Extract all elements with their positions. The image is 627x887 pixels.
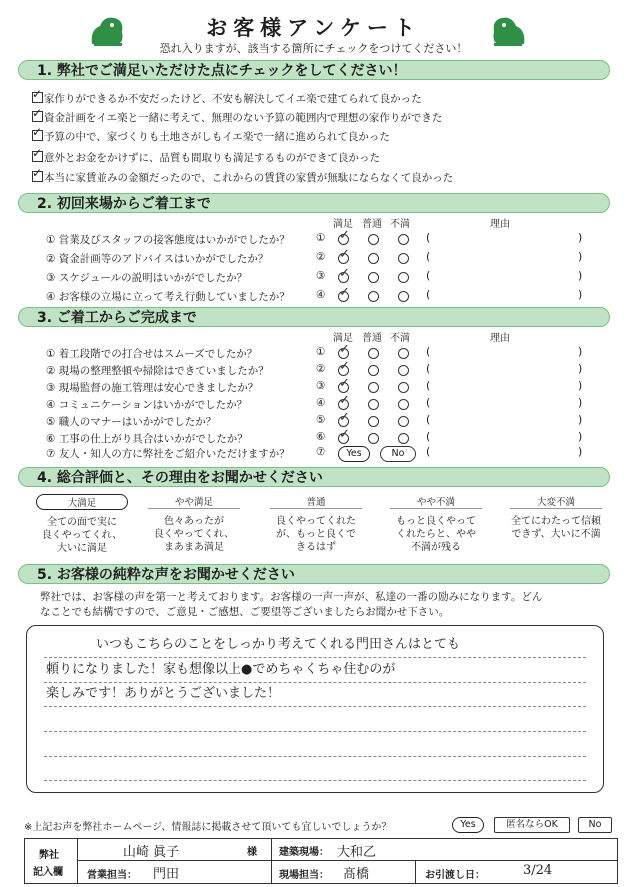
ruled-line xyxy=(44,756,586,757)
rating-desc: 不満が残る xyxy=(411,542,461,553)
building-label: 建築現場： xyxy=(279,847,329,858)
reason-open-paren: ( xyxy=(426,430,431,443)
question-text: ② 資金計画等のアドバイスはいかがでしたか？ xyxy=(46,253,269,265)
section1-item[interactable]: ✓ 予算の中で、家づくりも土地さがしもイエ楽で一緒に進められて良かった xyxy=(44,129,390,144)
rating-radio[interactable] xyxy=(368,253,379,264)
rating-radio[interactable] xyxy=(398,365,409,376)
reason-close-paren: ) xyxy=(578,345,583,358)
col-unsatisfied: 不満 xyxy=(390,333,410,344)
reason-close-paren: ) xyxy=(578,250,583,263)
staff-col-divider xyxy=(271,839,272,883)
rating-radio[interactable] xyxy=(398,272,409,283)
rating-desc: くれたらと、やや xyxy=(396,529,476,540)
sales-value: 門田 xyxy=(153,867,180,882)
rating-radio[interactable] xyxy=(398,382,409,393)
staff-col-divider xyxy=(415,860,416,883)
reason-close-paren: ) xyxy=(578,396,583,409)
reason-open-paren: ( xyxy=(426,269,431,282)
section1-item[interactable]: ✓ 家作りができるか不安だったけど、不安も解決してイエ楽で建てられて良かった xyxy=(44,91,422,106)
site-value: 髙橋 xyxy=(343,867,370,882)
rating-radio[interactable] xyxy=(368,433,379,444)
overall-rating-option[interactable] xyxy=(262,494,370,554)
reason-open-paren: ( xyxy=(426,362,431,375)
checkbox-icon[interactable] xyxy=(32,151,43,162)
ruled-line xyxy=(44,706,586,707)
rating-radio[interactable] xyxy=(368,399,379,410)
question-text: ② 現場の整理整頓や掃除はできていましたか？ xyxy=(46,365,269,377)
rating-radio[interactable] xyxy=(338,291,349,302)
rating-label: 大変不満 xyxy=(502,494,610,509)
question-text: ⑤ 職人のマナーはいかがでしたか？ xyxy=(46,416,217,428)
rating-desc: 良くやってくれ、 xyxy=(153,529,235,540)
question-number: ③ xyxy=(316,380,326,392)
overall-rating-option[interactable] xyxy=(382,494,490,554)
col-reason: 理由 xyxy=(490,219,510,230)
ruled-line xyxy=(44,731,586,732)
section5-heading: 5. お客様の純粋な声をお聞かせください xyxy=(18,564,610,584)
question-number: ④ xyxy=(316,397,326,409)
reason-open-paren: ( xyxy=(426,288,431,301)
question-text: ④ コミュニケーションはいかがでしたか？ xyxy=(46,399,248,411)
section1-item[interactable]: ✓ 意外とお金をかけずに、品質も間取りも満足するものができて良かった xyxy=(44,150,380,165)
reason-close-paren: ) xyxy=(578,288,583,301)
reason-close-paren: ) xyxy=(578,362,583,375)
checkbox-icon[interactable] xyxy=(32,92,43,103)
sales-label: 営業担当： xyxy=(87,870,137,881)
rating-desc: 全ての面で実に xyxy=(47,517,117,528)
page-title: お客様アンケート xyxy=(206,16,421,40)
rating-radio[interactable] xyxy=(338,348,349,359)
handwritten-line-2: 頼りになりました！家も想像以上●でめちゃくちゃ住むのが xyxy=(46,662,396,677)
rating-radio[interactable] xyxy=(368,382,379,393)
section1-heading: 1. 弊社でご満足いただけた点にチェックをしてください！ xyxy=(18,60,610,80)
honorific: 様 xyxy=(247,847,257,858)
rating-radio[interactable] xyxy=(338,399,349,410)
page-subtitle: 恐れ入りますが、該当する箇所にチェックをつけてください！ xyxy=(159,42,468,55)
reason-close-paren: ) xyxy=(578,445,583,458)
rating-radio[interactable] xyxy=(398,348,409,359)
rating-desc: 全てにわたって信頼 xyxy=(511,516,601,527)
delivery-label: お引渡し日： xyxy=(425,870,485,881)
rating-desc: 良くやってくれ、 xyxy=(41,530,123,541)
question-number: ④ xyxy=(316,289,326,301)
reason-open-paren: ( xyxy=(426,231,431,244)
rating-label: 普通 xyxy=(262,494,370,509)
rating-radio[interactable] xyxy=(398,234,409,245)
building-value: 大和乙 xyxy=(337,845,377,860)
rating-radio[interactable] xyxy=(398,433,409,444)
rating-radio[interactable] xyxy=(338,433,349,444)
rating-radio[interactable] xyxy=(338,234,349,245)
section5-intro-1: 弊社では、お客様の声を第一と考えております。お客様の一声一声が、私達の一番の励みになります。どん xyxy=(40,591,543,603)
col-reason: 理由 xyxy=(490,333,510,344)
question-text: ① 着工段階での打合せはスムーズでしたか？ xyxy=(46,348,258,360)
rating-radio[interactable] xyxy=(338,416,349,427)
question-number: ① xyxy=(316,346,326,358)
section2-heading: 2. 初回来場からご着工まで xyxy=(18,193,610,213)
question-number: ⑤ xyxy=(316,414,326,426)
staff-row-divider xyxy=(77,860,617,861)
q7-text: ⑦ 友人・知人の方に弊社をご紹介いただけますか？ xyxy=(46,448,290,460)
rating-desc: もっと良くやって xyxy=(396,516,476,527)
q7-number: ⑦ xyxy=(316,446,326,458)
rating-label: やや不満 xyxy=(382,494,490,509)
reason-close-paren: ) xyxy=(578,379,583,392)
rating-desc: きるはず xyxy=(296,542,336,553)
checkbox-icon[interactable] xyxy=(32,130,43,141)
q7-no-option[interactable]: No xyxy=(380,446,416,462)
reason-open-paren: ( xyxy=(426,379,431,392)
publish-anon-option[interactable]: 匿名ならOK xyxy=(494,817,570,833)
delivery-value: 3/24 xyxy=(523,863,553,878)
staff-side-label-2: 記入欄 xyxy=(33,867,63,878)
question-text: ③ 現場監督の施工管理は安心できましたか？ xyxy=(46,382,259,394)
col-unsatisfied: 不満 xyxy=(390,219,410,230)
reason-close-paren: ) xyxy=(578,231,583,244)
section5-intro-2: なことでも結構ですので、ご意見・ご感想、ご要望等ございましたらお聞かせ下さい。 xyxy=(40,606,450,618)
ruled-line xyxy=(44,780,586,781)
question-number: ③ xyxy=(316,270,326,282)
rating-radio[interactable] xyxy=(368,416,379,427)
rating-radio[interactable] xyxy=(398,253,409,264)
overall-rating-option[interactable] xyxy=(140,494,248,554)
col-normal: 普通 xyxy=(362,219,382,230)
staff-side-label-1: 弊社 xyxy=(39,850,59,861)
rating-desc: 大いに満足 xyxy=(57,543,107,554)
rating-desc: 色々あったが xyxy=(164,516,224,527)
reason-open-paren: ( xyxy=(426,413,431,426)
reason-open-paren: ( xyxy=(426,445,431,458)
checkbox-icon[interactable] xyxy=(32,111,43,122)
rating-desc: できず、大いに不満 xyxy=(511,529,601,540)
reason-open-paren: ( xyxy=(426,345,431,358)
checkbox-icon[interactable] xyxy=(32,171,43,182)
staff-table xyxy=(24,838,618,884)
rating-radio[interactable] xyxy=(398,291,409,302)
section3-heading: 3. ご着工からご完成まで xyxy=(18,307,610,327)
rating-radio[interactable] xyxy=(368,291,379,302)
overall-rating-option[interactable] xyxy=(502,494,610,541)
question-number: ② xyxy=(316,251,326,263)
section4-heading: 4. 総合評価と、その理由をお聞かせください xyxy=(18,467,610,487)
overall-rating-option[interactable] xyxy=(28,494,136,555)
reason-close-paren: ) xyxy=(578,269,583,282)
rating-radio[interactable] xyxy=(338,272,349,283)
reason-close-paren: ) xyxy=(578,430,583,443)
question-text: ① 営業及びスタッフの接客態度はいかがでしたか？ xyxy=(46,234,290,246)
rating-desc: が、もっと良くで xyxy=(276,529,356,540)
question-text: ④ お客様の立場に立って考え行動していましたか？ xyxy=(46,291,290,303)
staff-side-cell xyxy=(25,839,78,883)
reason-open-paren: ( xyxy=(426,250,431,263)
handwritten-line-3: 楽しみです！ありがとうございました！ xyxy=(46,686,281,701)
customer-name: 山崎 眞子 xyxy=(123,845,180,860)
rating-radio[interactable] xyxy=(368,272,379,283)
handwritten-line-1: いつもこちらのことをしっかり考えてくれる門田さんはとても xyxy=(96,637,461,652)
rating-radio[interactable] xyxy=(338,382,349,393)
rating-radio[interactable] xyxy=(398,416,409,427)
rating-label: やや満足 xyxy=(140,494,248,509)
publish-no-option[interactable]: No xyxy=(578,817,612,833)
rating-radio[interactable] xyxy=(398,399,409,410)
question-text: ⑥ 工事の仕上がり具合はいかがでしたか？ xyxy=(46,433,248,445)
rating-desc: まあまあ満足 xyxy=(164,542,224,553)
col-satisfied: 満足 xyxy=(333,219,353,230)
col-normal: 普通 xyxy=(362,333,382,344)
reason-open-paren: ( xyxy=(426,396,431,409)
publish-yes-option[interactable]: Yes xyxy=(452,817,484,833)
col-satisfied: 満足 xyxy=(333,333,353,344)
rating-radio[interactable] xyxy=(338,365,349,376)
rating-radio[interactable] xyxy=(368,365,379,376)
section1-item[interactable]: ✓ 資金計画をイエ楽と一緒に考えて、無理のない予算の範囲内で理想の家作りができた xyxy=(44,110,442,125)
reason-close-paren: ) xyxy=(578,413,583,426)
site-label: 現場担当： xyxy=(279,870,329,881)
rating-desc: 良くやってくれた xyxy=(276,516,356,527)
publish-question: ※上記お声を弊社ホームページ、情報誌に掲載させて頂いても宜しいでしょうか？ xyxy=(24,822,392,833)
question-number: ② xyxy=(316,363,326,375)
section1-item[interactable]: ✓ 本当に家賃並みの金額だったので、これからの賃貸の家賃が無駄にならなくて良かった xyxy=(44,170,453,185)
rating-radio[interactable] xyxy=(368,348,379,359)
rating-radio[interactable] xyxy=(338,253,349,264)
question-number: ⑥ xyxy=(316,431,326,443)
question-number: ① xyxy=(316,232,326,244)
q7-yes-option[interactable]: Yes xyxy=(338,446,370,462)
question-text: ③ スケジュールの説明はいかがでしたか？ xyxy=(46,272,248,284)
rating-label: 大満足 xyxy=(28,494,136,510)
rating-radio[interactable] xyxy=(368,234,379,245)
